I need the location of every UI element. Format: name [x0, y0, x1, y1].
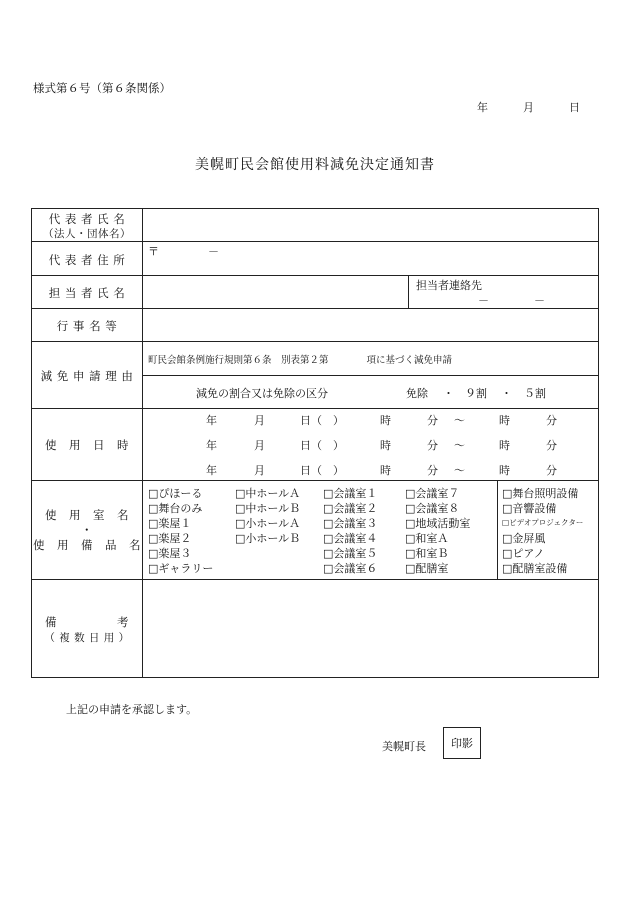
- range-tilde: 〜: [454, 439, 465, 452]
- remarks-field[interactable]: [144, 581, 596, 675]
- equipment-checkbox-item[interactable]: □舞台照明設備: [502, 487, 579, 500]
- room-checkbox-item[interactable]: □地域活動室: [405, 517, 471, 530]
- equipment-checkbox-item[interactable]: □音響設備: [502, 502, 557, 515]
- equipment-checkbox-item[interactable]: □ビデオプロジェクター: [502, 518, 584, 527]
- day-unit: 日（ ）: [300, 414, 344, 427]
- minute-unit: 分: [546, 439, 557, 452]
- hour-unit: 時: [380, 439, 391, 452]
- ratio-option-90[interactable]: ９割: [465, 387, 487, 400]
- approval-statement: 上記の申請を承認します。: [66, 703, 198, 716]
- year-unit: 年: [206, 439, 217, 452]
- rep-address-label: 代 表 者 住 所: [48, 253, 126, 267]
- date-year-label: 年: [477, 101, 488, 114]
- remarks-sublabel: （ 複 数 日 用 ）: [44, 632, 130, 644]
- day-unit: 日（ ）: [300, 464, 344, 477]
- room-checkbox-item[interactable]: □会議室１: [323, 487, 378, 500]
- ratio-separator: ・: [443, 387, 454, 400]
- minute-unit: 分: [427, 414, 438, 427]
- postal-mark: 〒: [148, 245, 159, 258]
- date-day-label: 日: [569, 101, 580, 114]
- room-checkbox-item[interactable]: □会議室４: [323, 532, 378, 545]
- range-tilde: 〜: [454, 464, 465, 477]
- hour-unit: 時: [380, 464, 391, 477]
- rep-name-label: 代 表 者 氏 名: [48, 212, 126, 226]
- usage-date-label: 使 用 日 時: [45, 438, 129, 452]
- contact-name-label: 担 当 者 氏 名: [48, 286, 126, 300]
- seal-box: 印影: [443, 727, 481, 759]
- ratio-label: 減免の割合又は免除の区分: [196, 387, 328, 400]
- contact-dash-1: －: [478, 294, 489, 307]
- minute-unit: 分: [427, 439, 438, 452]
- room-checkbox-item[interactable]: □会議室５: [323, 547, 378, 560]
- remarks-label: 備 考: [45, 615, 129, 629]
- year-unit: 年: [206, 464, 217, 477]
- room-checkbox-item[interactable]: □楽屋２: [148, 532, 192, 545]
- room-checkbox-item[interactable]: □ギャラリー: [148, 562, 214, 575]
- document-title: 美幌町民会館使用料減免決定通知書: [195, 157, 435, 173]
- mayor-title: 美幌町長: [382, 740, 426, 753]
- room-checkbox-item[interactable]: □和室Ａ: [405, 532, 449, 545]
- room-checkbox-item[interactable]: □小ホールＡ: [235, 517, 301, 530]
- equipment-checkbox-item[interactable]: □ピアノ: [502, 547, 545, 560]
- month-unit: 月: [254, 439, 265, 452]
- hour-unit: 時: [499, 464, 510, 477]
- room-checkbox-item[interactable]: □ぴほーる: [148, 487, 203, 500]
- application-table: [31, 208, 599, 678]
- room-checkbox-item[interactable]: □中ホールＡ: [235, 487, 301, 500]
- postal-dash: －: [208, 245, 219, 258]
- room-checkbox-item[interactable]: □楽屋３: [148, 547, 192, 560]
- equipment-checkbox-item[interactable]: □金屏風: [502, 532, 546, 545]
- hour-unit: 時: [499, 414, 510, 427]
- range-tilde: 〜: [454, 414, 465, 427]
- ratio-separator: ・: [501, 387, 512, 400]
- contact-dash-2: －: [534, 294, 545, 307]
- room-checkbox-item[interactable]: □会議室６: [323, 562, 378, 575]
- rep-name-sublabel: （法人・団体名）: [43, 228, 131, 240]
- room-checkbox-item[interactable]: □中ホールＢ: [235, 502, 301, 515]
- room-checkbox-item[interactable]: □和室Ｂ: [405, 547, 449, 560]
- room-checkbox-item[interactable]: □配膳室: [405, 562, 449, 575]
- year-unit: 年: [206, 414, 217, 427]
- room-checkbox-item[interactable]: □会議室３: [323, 517, 378, 530]
- reason-basis-text: 町民会館条例施行規則第６条 別表第２第 項に基づく減免申請: [148, 355, 453, 366]
- month-unit: 月: [254, 414, 265, 427]
- date-month-label: 月: [523, 101, 534, 114]
- hour-unit: 時: [499, 439, 510, 452]
- reason-label: 減 免 申 請 理 由: [40, 369, 134, 383]
- room-label-dot: ・: [81, 523, 93, 537]
- hour-unit: 時: [380, 414, 391, 427]
- equipment-label: 使 用 備 品 名: [33, 538, 141, 552]
- equipment-checkbox-item[interactable]: □配膳室設備: [502, 562, 568, 575]
- room-checkbox-item[interactable]: □小ホールＢ: [235, 532, 301, 545]
- room-label: 使 用 室 名: [45, 508, 129, 522]
- room-checkbox-item[interactable]: □楽屋１: [148, 517, 192, 530]
- minute-unit: 分: [427, 464, 438, 477]
- minute-unit: 分: [546, 464, 557, 477]
- contact-info-label: 担当者連絡先: [416, 279, 482, 292]
- room-checkbox-item[interactable]: □会議室８: [405, 502, 460, 515]
- ratio-option-50[interactable]: ５割: [524, 387, 546, 400]
- room-checkbox-item[interactable]: □会議室７: [405, 487, 460, 500]
- room-checkbox-item[interactable]: □舞台のみ: [148, 502, 203, 515]
- event-name-label: 行 事 名 等: [56, 319, 118, 333]
- form-number: 様式第６号（第６条関係）: [33, 81, 171, 95]
- room-checkbox-item[interactable]: □会議室２: [323, 502, 378, 515]
- minute-unit: 分: [546, 414, 557, 427]
- ratio-option-exempt[interactable]: 免除: [406, 387, 428, 400]
- rep-name-field[interactable]: [144, 210, 596, 239]
- day-unit: 日（ ）: [300, 439, 344, 452]
- month-unit: 月: [254, 464, 265, 477]
